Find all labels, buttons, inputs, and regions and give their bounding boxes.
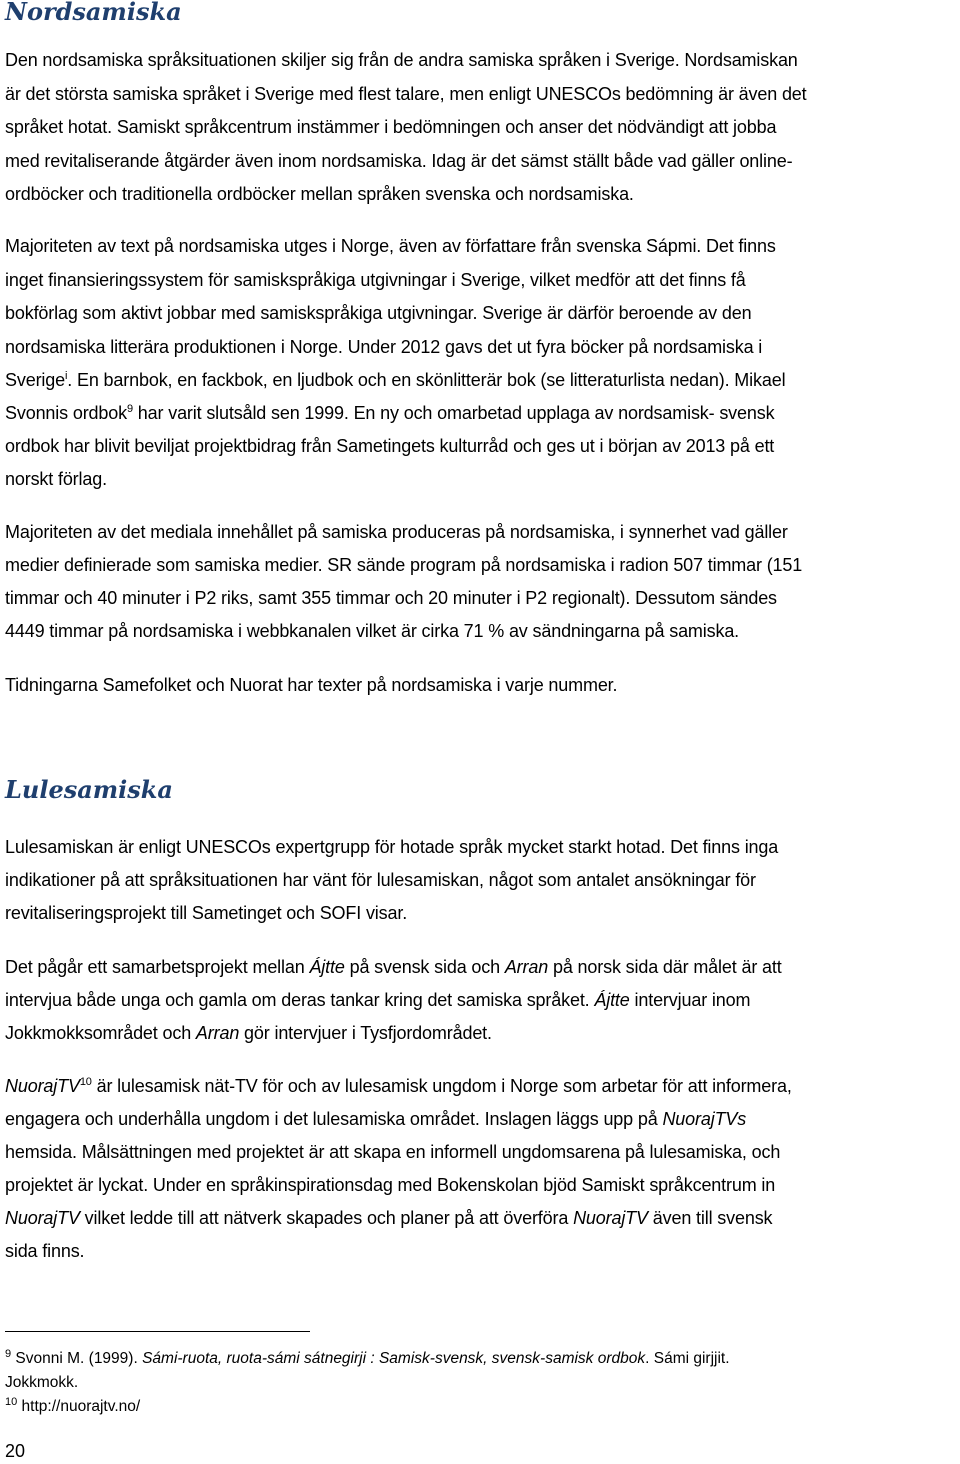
nord-paragraph-2-line-7: ordbok har blivit beviljat projektbidrag från Sametingets kulturråd och ges ut i början av 2013 på ett [5,436,775,456]
text-run: Sverige [5,370,65,390]
lule-paragraph-3-line-6: sida finns. [5,1241,85,1261]
lule-paragraph-3-line-2 [5,1103,746,1137]
text-run: . Sámi girjjit. [645,1350,730,1367]
lule-paragraph-3-line-1 [5,1070,792,1104]
media-name: NuorajTV [573,1208,648,1228]
footnote-marker-9: 9 [126,403,133,415]
book-title: Sámi-ruota, ruota-sámi sátnegirji : Samisk-svensk, svensk-samisk ordbok [142,1350,646,1367]
lule-paragraph-2-line-3 [5,1017,492,1051]
nord-paragraph-2-line-6 [5,397,774,431]
text-run: Jokkmokksområdet och [5,1023,196,1043]
text-run: . En barnbok, en fackbok, en ljudbok och en skönlitterär bok (se litteraturlista nedan). Mikael [67,370,786,390]
footnote-10 [5,1396,140,1418]
nord-paragraph-2-line-3: bokförlag som aktivt jobbar med samiskspråkiga utgivningar. Sverige är därför beroende av den [5,303,752,323]
text-run: Det pågår ett samarbetsprojekt mellan [5,957,310,977]
lule-paragraph-2-line-2 [5,984,750,1018]
endnote-marker: i [64,370,68,382]
text-run: intervjuar inom [629,990,751,1010]
lule-paragraph-3-line-3: hemsida. Målsättningen med projektet är att skapa en informell ungdomsarena på lulesamiska, och [5,1142,781,1162]
lule-paragraph-3-line-4: projektet är lyckat. Under en språkinspirationsdag med Bokenskolan bjöd Samiskt språkcentrum in [5,1175,776,1195]
footnote-number: 9 [5,1347,12,1360]
footnote-number: 10 [5,1395,18,1408]
footnote-link[interactable]: http://nuorajtv.no/ [17,1398,141,1415]
nord-paragraph-3-line-4: 4449 timmar på nordsamiska i webbkanalen vilket är cirka 71 % av sändningarna på samiska. [5,621,740,641]
organization-name: Ájtte [594,990,630,1010]
section-heading-nordsamiska: Nordsamiska [5,0,182,26]
nord-paragraph-2-line-2: inget finansieringssystem för samiskspråkiga utgivningar i Sverige, vilket medför att det finns få [5,270,746,290]
nord-paragraph-1-line-1: Den nordsamiska språksituationen skiljer sig från de andra samiska språken i Sverige. Nordsamiskan [5,50,798,70]
footnote-separator [5,1331,310,1332]
lule-paragraph-1-line-1: Lulesamiskan är enligt UNESCOs expertgrupp för hotade språk mycket starkt hotad. Det finns inga [5,837,779,857]
text-run: Svonnis ordbok [5,403,127,423]
nord-paragraph-3-line-3: timmar och 40 minuter i P2 riks, samt 355 timmar och 20 minuter i P2 regionalt). Dessutom sändes [5,588,777,608]
media-name: NuorajTVs [662,1109,747,1129]
nord-paragraph-2-line-1: Majoriteten av text på nordsamiska utges i Norge, även av författare från svenska Sápmi. Det finns [5,236,776,256]
text-run: på svensk sida och [344,957,505,977]
text-run: på norsk sida där målet är att [548,957,782,977]
nord-paragraph-1-line-2: är det största samiska språket i Sverige med flest talare, men enligt UNESCOs bedömning är även det [5,84,807,104]
footnote-9-line-1 [5,1348,730,1370]
nord-paragraph-2-line-8: norskt förlag. [5,469,107,489]
footnote-marker-10: 10 [79,1076,92,1088]
text-run: vilket ledde till att nätverk skapades och planer på att överföra [79,1208,574,1228]
nord-paragraph-4: Tidningarna Samefolket och Nuorat har texter på nordsamiska i varje nummer. [5,675,618,695]
text-run: engagera och underhålla ungdom i det lulesamiska området. Inslagen läggs upp på [5,1109,663,1129]
text-run: Svonni M. (1999). [11,1350,143,1367]
lule-paragraph-1-line-3: revitaliseringsprojekt till Sametinget och SOFI visar. [5,903,408,923]
page-number: 20 [5,1441,26,1461]
section-heading-lulesamiska: Lulesamiska [5,775,173,804]
text-run: även till svensk [647,1208,773,1228]
footnote-9-line-2: Jokkmokk. [5,1374,79,1391]
nord-paragraph-1-line-5: ordböcker och traditionella ordböcker mellan språken svenska och nordsamiska. [5,184,634,204]
lule-paragraph-3-line-5 [5,1202,772,1236]
nord-paragraph-1-line-4: med revitaliserande åtgärder även inom nordsamiska. Idag är det sämst ställt både vad gäller online- [5,151,793,171]
text-run: är lulesamisk nät-TV för och av lulesamisk ungdom i Norge som arbetar för att informera, [91,1076,792,1096]
nord-paragraph-3-line-1: Majoriteten av det mediala innehållet på samiska produceras på nordsamiska, i synnerhet vad gäller [5,522,788,542]
organization-name: Arran [504,957,549,977]
lule-paragraph-1-line-2: indikationer på att språksituationen har vänt för lulesamiskan, något som antalet ansökningar för [5,870,756,890]
lule-paragraph-2-line-1 [5,951,782,985]
text-run: intervjua både unga och gamla om deras tankar kring det samiska språket. [5,990,595,1010]
media-name: NuorajTV [5,1208,80,1228]
media-name: NuorajTV [5,1076,80,1096]
nord-paragraph-2-line-5 [5,364,785,398]
nord-paragraph-3-line-2: medier definierade som samiska medier. SR sände program på nordsamiska i radion 507 timmar (151 [5,555,803,575]
organization-name: Arran [195,1023,240,1043]
organization-name: Ájtte [309,957,345,977]
nord-paragraph-2-line-4: nordsamiska litterära produktionen i Norge. Under 2012 gavs det ut fyra böcker på nordsamiska i [5,337,763,357]
text-run: har varit slutsåld sen 1999. En ny och omarbetad upplaga av nordsamisk- svensk [132,403,775,423]
nord-paragraph-1-line-3: språket hotat. Samiskt språkcentrum instämmer i bedömningen och anser det nödvändigt att jobba [5,117,777,137]
text-run: gör intervjuer i Tysfjordområdet. [239,1023,492,1043]
